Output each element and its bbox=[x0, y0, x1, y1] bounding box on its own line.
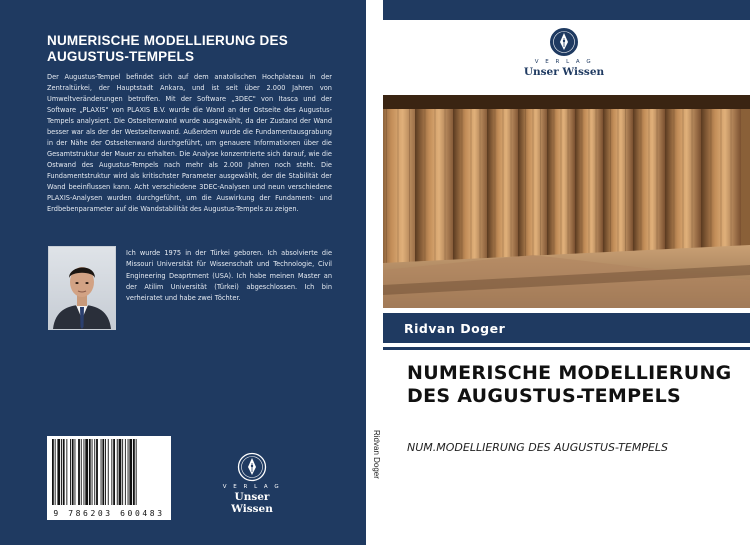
back-cover-blurb: Der Augustus-Tempel befindet sich auf dem anatolischen Hochplateau in der Zentraltürkei, der Hauptstadt Ankara, und ist seit über 2.000 Jahren von Umweltveränderungen betroffen. Mit der Software „3DEC" von Itasca und der Software „PLAXIS" von PLAXIS B.V. wurde die Wand an der Ostseite des Augustus-Tempels analysiert. Die Ostseitenwand wurde ausgewählt, da der Zustand der Wand besser war als der der Westseitenwand. Außerdem wurde die Fundamentausgrabung in der Nähe der Ostseitenwand durchgeführt, um genauere Informationen über die Gesamtstruktur der Mauer zu erhalten. Die Analyse konzentrierte sich darauf, wie die Ostwand des Augustus-Tempels nach mehr als 2.000 Jahren noch steht. Die Fundamentstruktur wird als kritischster Parameter ausgewählt, der die Stabilität der Wand beeinflussen kann. Acht verschiedene 3DEC-Analysen und neun verschiedene PLAXIS-Analysen wurden durchgeführt, um die Auswirkung der Fundament- und Erdbebenparameter auf die Wandstabilität des Augustus-Tempels zu zeigen. bbox=[47, 73, 332, 213]
barcode-bar bbox=[117, 439, 118, 505]
barcode-bar bbox=[89, 439, 91, 505]
barcode-bar bbox=[85, 439, 88, 505]
barcode-bar bbox=[108, 439, 109, 505]
spine-author: Ridvan Doger bbox=[372, 430, 381, 479]
isbn-number: 9 786203 600483 bbox=[53, 509, 165, 518]
barcode-bar bbox=[66, 439, 67, 505]
barcode-bar bbox=[75, 439, 76, 505]
front-publisher-logo bbox=[520, 27, 608, 78]
back-cover-title: NUMERISCHE MODELLIERUNG DES AUGUSTUS-TEMPELS bbox=[47, 33, 288, 64]
barcode-bars bbox=[50, 439, 168, 505]
barcode-bar bbox=[63, 439, 65, 505]
back-publisher-logo bbox=[212, 452, 292, 515]
barcode-bar bbox=[105, 439, 106, 505]
temple-columns-photo bbox=[383, 95, 750, 308]
barcode-bar bbox=[94, 439, 95, 505]
barcode-bar bbox=[136, 439, 137, 505]
front-logo-verlag: V E R L A G bbox=[534, 59, 594, 65]
author-bio: Ich wurde 1975 in der Türkei geboren. Ich absolvierte die Missouri Universität für Wissenschaft und Technologie, Civil Engineering Deaprtment (USA). Ich habe meinen Master an der Atilim Universität (Türkei) abgeschlossen. Ich bin verheiratet und habe zwei Töchter. bbox=[126, 249, 332, 303]
band-rule bbox=[383, 347, 750, 350]
barcode-bar bbox=[119, 439, 122, 505]
barcode-bar bbox=[72, 439, 74, 505]
front-cover bbox=[383, 0, 750, 545]
author-photo bbox=[48, 246, 116, 330]
isbn-barcode bbox=[47, 436, 171, 520]
barcode-bar bbox=[101, 439, 102, 505]
barcode-bar bbox=[133, 439, 135, 505]
front-logo-name: Unser Wissen bbox=[523, 66, 605, 78]
barcode-bar bbox=[96, 439, 98, 505]
barcode-bar bbox=[78, 439, 80, 505]
barcode-bar bbox=[125, 439, 126, 505]
barcode-bar bbox=[128, 439, 129, 505]
barcode-bar bbox=[55, 439, 56, 505]
barcode-bar bbox=[111, 439, 112, 505]
barcode-bar bbox=[52, 439, 54, 505]
back-logo-name: Unser Wissen bbox=[231, 491, 273, 515]
barcode-bar bbox=[70, 439, 71, 505]
barcode-bar bbox=[61, 439, 62, 505]
barcode-bar bbox=[84, 439, 85, 505]
barcode-bar bbox=[129, 439, 132, 505]
barcode-bar bbox=[113, 439, 115, 505]
front-cover-subtitle: NUM.MODELLIERUNG DES AUGUSTUS-TEMPELS bbox=[407, 441, 669, 454]
front-author-name: Ridvan Doger bbox=[404, 321, 506, 336]
front-top-bar bbox=[383, 0, 750, 20]
pen-nib-icon bbox=[549, 27, 579, 57]
barcode-bar bbox=[57, 439, 60, 505]
barcode-bar bbox=[102, 439, 104, 505]
barcode-bar bbox=[81, 439, 82, 505]
back-logo-verlag: V E R L A G bbox=[222, 484, 282, 490]
back-cover bbox=[0, 0, 366, 545]
pen-nib-icon bbox=[237, 452, 267, 482]
front-cover-title: NUMERISCHE MODELLIERUNG DES AUGUSTUS-TEMPELS bbox=[407, 362, 732, 407]
barcode-bar bbox=[122, 439, 123, 505]
author-band bbox=[383, 313, 750, 343]
barcode-bar bbox=[92, 439, 93, 505]
